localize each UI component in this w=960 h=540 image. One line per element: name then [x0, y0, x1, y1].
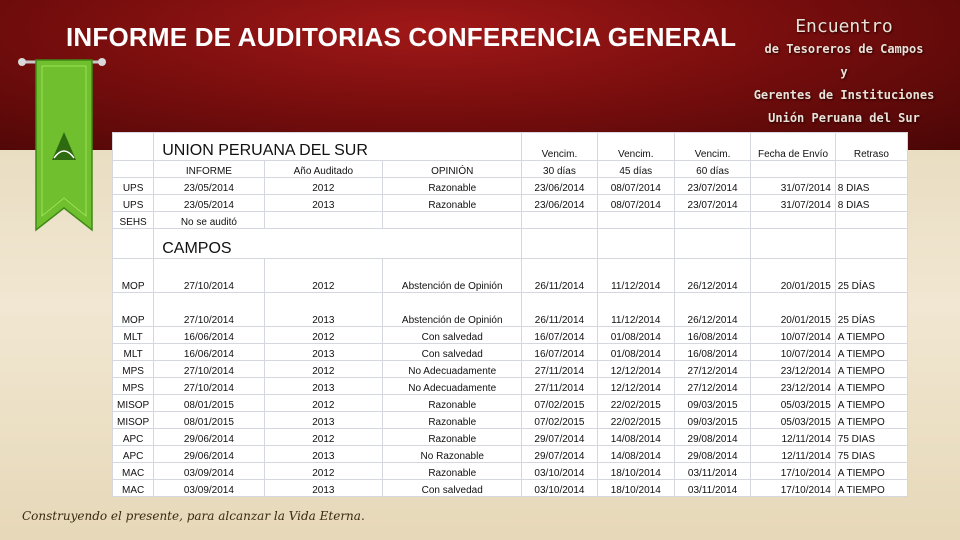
cell-informe-date: 16/06/2014	[154, 327, 264, 344]
cell-code: UPS	[113, 178, 154, 195]
cell-vencim-30: 29/07/2014	[522, 446, 597, 463]
cell-year: 2012	[264, 259, 383, 293]
cell-fecha-envio: 12/11/2014	[751, 446, 836, 463]
cell-vencim-45: 01/08/2014	[597, 344, 674, 361]
cell-fecha-envio: 05/03/2015	[751, 395, 836, 412]
cell-opinion: No Razonable	[383, 446, 522, 463]
event-line-3: y	[840, 65, 848, 79]
table-row	[113, 480, 908, 497]
cell-opinion: Razonable	[383, 429, 522, 446]
cell-opinion: Razonable	[383, 412, 522, 429]
cell-informe-date: 08/01/2015	[154, 412, 264, 429]
cell-vencim-45: 22/02/2015	[597, 395, 674, 412]
header-opinion: OPINIÓN	[383, 161, 522, 178]
event-line-5: Unión Peruana del Sur	[768, 111, 920, 125]
cell-code: MPS	[113, 361, 154, 378]
footer-tagline: Construyendo el presente, para alcanzar la Vida Eterna.	[22, 509, 365, 523]
column-header-row	[113, 161, 908, 178]
cell-retraso: A TIEMPO	[835, 395, 907, 412]
cell-year: 2012	[264, 361, 383, 378]
cell-vencim-30: 16/07/2014	[522, 344, 597, 361]
cell-opinion: Abstención de Opinión	[383, 293, 522, 327]
cell-vencim-60: 09/03/2015	[674, 412, 750, 429]
section-header-row-campos	[113, 229, 908, 259]
slide-title: INFORME DE AUDITORIAS CONFERENCIA GENERAL	[66, 22, 737, 52]
cell-informe-date: 29/06/2014	[154, 446, 264, 463]
cell-year: 2012	[264, 429, 383, 446]
cell-vencim-30: 03/10/2014	[522, 463, 597, 480]
cell-year: 2013	[264, 293, 383, 327]
cell-year: 2013	[264, 446, 383, 463]
cell-vencim-60: 16/08/2014	[674, 344, 750, 361]
cell-retraso	[835, 212, 907, 229]
header-vencim-3: Vencim.	[674, 133, 750, 161]
cell-vencim-45: 11/12/2014	[597, 293, 674, 327]
cell-opinion: Razonable	[383, 395, 522, 412]
table-row	[113, 463, 908, 480]
cell-vencim-30: 26/11/2014	[522, 259, 597, 293]
table-row	[113, 395, 908, 412]
table-row	[113, 293, 908, 327]
cell-retraso: 8 DIAS	[835, 178, 907, 195]
cell-vencim-30: 26/11/2014	[522, 293, 597, 327]
cell-code: MISOP	[113, 412, 154, 429]
header-informe: INFORME	[154, 161, 264, 178]
cell-vencim-45	[597, 212, 674, 229]
cell-code: MLT	[113, 344, 154, 361]
table-row	[113, 259, 908, 293]
cell-fecha-envio: 17/10/2014	[751, 480, 836, 497]
cell-vencim-60: 16/08/2014	[674, 327, 750, 344]
header-45-dias: 45 días	[597, 161, 674, 178]
cell-opinion: Con salvedad	[383, 480, 522, 497]
cell-informe-date: 27/10/2014	[154, 293, 264, 327]
cell-informe-date: 16/06/2014	[154, 344, 264, 361]
cell-year: 2012	[264, 463, 383, 480]
cell-vencim-30: 23/06/2014	[522, 178, 597, 195]
event-line-4: Gerentes de Instituciones	[753, 88, 935, 102]
cell-informe-date: 29/06/2014	[154, 429, 264, 446]
cell-informe-date: No se auditó	[154, 212, 264, 229]
cell-fecha-envio: 05/03/2015	[751, 412, 836, 429]
cell-vencim-30	[522, 212, 597, 229]
cell-retraso: A TIEMPO	[835, 480, 907, 497]
cell-vencim-45: 01/08/2014	[597, 327, 674, 344]
cell-retraso: A TIEMPO	[835, 463, 907, 480]
cell-vencim-45: 12/12/2014	[597, 378, 674, 395]
cell-vencim-60: 29/08/2014	[674, 446, 750, 463]
table-row	[113, 195, 908, 212]
cell-vencim-45: 08/07/2014	[597, 178, 674, 195]
cell-fecha-envio: 23/12/2014	[751, 361, 836, 378]
cell-retraso: 25 DÍAS	[835, 259, 907, 293]
cell-vencim-45: 11/12/2014	[597, 259, 674, 293]
cell-opinion: Razonable	[383, 463, 522, 480]
cell-vencim-60: 23/07/2014	[674, 178, 750, 195]
cell-vencim-45: 22/02/2015	[597, 412, 674, 429]
cell-code: MAC	[113, 463, 154, 480]
section-title-union: UNION PERUANA DEL SUR	[154, 133, 522, 161]
header-vencim-2: Vencim.	[597, 133, 674, 161]
cell-fecha-envio: 31/07/2014	[751, 178, 836, 195]
cell-code: MOP	[113, 293, 154, 327]
cell-informe-date: 03/09/2014	[154, 480, 264, 497]
table-row	[113, 212, 908, 229]
cell-fecha-envio: 17/10/2014	[751, 463, 836, 480]
cell-code: APC	[113, 446, 154, 463]
cell-fecha-envio	[751, 212, 836, 229]
cell-vencim-60: 26/12/2014	[674, 259, 750, 293]
cell-informe-date: 27/10/2014	[154, 259, 264, 293]
cell-vencim-60: 26/12/2014	[674, 293, 750, 327]
cell-year: 2013	[264, 480, 383, 497]
cell-vencim-45: 18/10/2014	[597, 463, 674, 480]
cell-fecha-envio: 12/11/2014	[751, 429, 836, 446]
cell-vencim-60: 27/12/2014	[674, 378, 750, 395]
cell-vencim-45: 14/08/2014	[597, 446, 674, 463]
header-fecha-envio: Fecha de Envío	[751, 133, 836, 161]
event-line-1: Encuentro	[795, 16, 893, 37]
cell-informe-date: 08/01/2015	[154, 395, 264, 412]
cell-opinion: No Adecuadamente	[383, 361, 522, 378]
cell-code: MLT	[113, 327, 154, 344]
cell-code: SEHS	[113, 212, 154, 229]
cell-opinion: No Adecuadamente	[383, 378, 522, 395]
cell-vencim-60: 03/11/2014	[674, 463, 750, 480]
table-row	[113, 429, 908, 446]
cell-year: 2012	[264, 178, 383, 195]
cell-vencim-30: 29/07/2014	[522, 429, 597, 446]
audit-table	[112, 132, 908, 497]
cell-vencim-30: 16/07/2014	[522, 327, 597, 344]
cell-retraso: 75 DIAS	[835, 446, 907, 463]
cell-code: MISOP	[113, 395, 154, 412]
cell-retraso: 8 DIAS	[835, 195, 907, 212]
section-title-campos: CAMPOS	[154, 229, 522, 259]
cell-vencim-45: 18/10/2014	[597, 480, 674, 497]
cell-vencim-30: 03/10/2014	[522, 480, 597, 497]
cell-vencim-60: 23/07/2014	[674, 195, 750, 212]
header-30-dias: 30 días	[522, 161, 597, 178]
cell-vencim-60: 03/11/2014	[674, 480, 750, 497]
table-row	[113, 378, 908, 395]
cell-vencim-45: 14/08/2014	[597, 429, 674, 446]
cell-fecha-envio: 20/01/2015	[751, 293, 836, 327]
cell-vencim-30: 07/02/2015	[522, 412, 597, 429]
cell-vencim-60: 27/12/2014	[674, 361, 750, 378]
table-row	[113, 327, 908, 344]
table-row	[113, 361, 908, 378]
cell-retraso: A TIEMPO	[835, 378, 907, 395]
cell-code: MAC	[113, 480, 154, 497]
section-header-row	[113, 133, 908, 161]
event-title	[744, 16, 944, 130]
cell-year: 2012	[264, 327, 383, 344]
union-rows	[113, 178, 908, 229]
cell-vencim-30: 23/06/2014	[522, 195, 597, 212]
cell-code: MPS	[113, 378, 154, 395]
cell-fecha-envio: 31/07/2014	[751, 195, 836, 212]
cell-fecha-envio: 23/12/2014	[751, 378, 836, 395]
cell-year: 2013	[264, 378, 383, 395]
cell-retraso: 25 DÍAS	[835, 293, 907, 327]
cell-code: UPS	[113, 195, 154, 212]
cell-informe-date: 23/05/2014	[154, 195, 264, 212]
cell-vencim-60: 29/08/2014	[674, 429, 750, 446]
header-anio-auditado: Año Auditado	[264, 161, 383, 178]
cell-opinion: Con salvedad	[383, 327, 522, 344]
cell-year: 2013	[264, 195, 383, 212]
header-retraso: Retraso	[835, 133, 907, 161]
cell-vencim-45: 12/12/2014	[597, 361, 674, 378]
cell-vencim-30: 27/11/2014	[522, 378, 597, 395]
cell-code: APC	[113, 429, 154, 446]
cell-fecha-envio: 20/01/2015	[751, 259, 836, 293]
cell-opinion: Razonable	[383, 178, 522, 195]
table-row	[113, 178, 908, 195]
cell-vencim-30: 27/11/2014	[522, 361, 597, 378]
event-line-2: de Tesoreros de Campos	[764, 42, 924, 56]
cell-fecha-envio: 10/07/2014	[751, 344, 836, 361]
table-row	[113, 412, 908, 429]
cell-opinion: Abstención de Opinión	[383, 259, 522, 293]
cell-opinion: Con salvedad	[383, 344, 522, 361]
table-row	[113, 446, 908, 463]
cell-informe-date: 27/10/2014	[154, 378, 264, 395]
cell-vencim-45: 08/07/2014	[597, 195, 674, 212]
campos-rows	[113, 259, 908, 497]
cell-informe-date: 03/09/2014	[154, 463, 264, 480]
cell-retraso: 75 DIAS	[835, 429, 907, 446]
cell-year	[264, 212, 383, 229]
cell-opinion	[383, 212, 522, 229]
header-60-dias: 60 días	[674, 161, 750, 178]
table-row	[113, 344, 908, 361]
cell-fecha-envio: 10/07/2014	[751, 327, 836, 344]
cell-vencim-30: 07/02/2015	[522, 395, 597, 412]
cell-code: MOP	[113, 259, 154, 293]
cell-retraso: A TIEMPO	[835, 344, 907, 361]
cell-vencim-60	[674, 212, 750, 229]
cell-retraso: A TIEMPO	[835, 327, 907, 344]
cell-year: 2013	[264, 344, 383, 361]
cell-informe-date: 23/05/2014	[154, 178, 264, 195]
cell-opinion: Razonable	[383, 195, 522, 212]
cell-year: 2012	[264, 395, 383, 412]
cell-retraso: A TIEMPO	[835, 412, 907, 429]
cell-vencim-60: 09/03/2015	[674, 395, 750, 412]
cell-year: 2013	[264, 412, 383, 429]
cell-informe-date: 27/10/2014	[154, 361, 264, 378]
church-logo-ribbon	[18, 40, 108, 240]
cell-retraso: A TIEMPO	[835, 361, 907, 378]
header-vencim-1: Vencim.	[522, 133, 597, 161]
